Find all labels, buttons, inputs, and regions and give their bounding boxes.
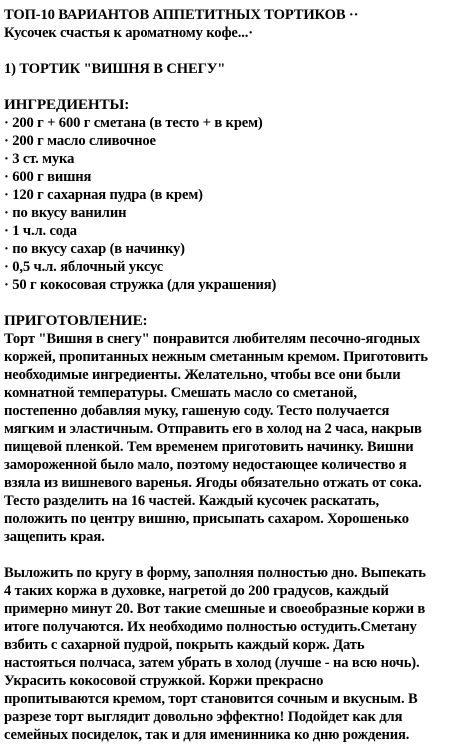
spacer <box>4 546 470 564</box>
text-line: комнатной температуры. Смешать масло со сметаной, <box>4 385 357 401</box>
text-line: коржей, пропитанных нежным сметанным кремом. Приготовить <box>4 349 428 365</box>
text-line: необходимые ингредиенты. Желательно, чтобы все они были <box>4 367 401 383</box>
text-line: примерно минут 20. Вот такие смешные и своеобразные коржи в <box>4 601 426 617</box>
text-line: Украсить кокосовой стружкой. Коржи прекрасно <box>4 673 324 689</box>
ingredient-item: · 120 г сахарная пудра (в крем) <box>4 187 203 203</box>
text-line: положить по центру вишню, присыпать сахаром. Хорошенько <box>4 511 409 527</box>
text-line: мягким и эластичным. Отправить его в холод на 2 часа, накрыв <box>4 421 422 437</box>
text-line: взяла из вишневого варенья. Ягоды обязательно отжать от сока. <box>4 475 422 491</box>
text-line: Выложить по кругу в форму, заполняя полностью дно. Выпекать <box>4 565 426 581</box>
text-line: постепенно добавляя муку, гашеную соду. Тесто получается <box>4 403 390 419</box>
preparation-paragraph-1 <box>4 330 470 546</box>
text-line: Торт "Вишня в снегу" понравится любителям песочно-ягодных <box>4 331 420 347</box>
preparation-heading: ПРИГОТОВЛЕНИЕ: <box>4 312 148 329</box>
text-line: пищевой пленкой. Тем временем приготовить начинку. Вишни <box>4 439 414 455</box>
ingredient-item: · 50 г кокосовая стружка (для украшения) <box>4 277 277 293</box>
ingredient-item: · 200 г масло сливочное <box>4 133 156 149</box>
text-line: семейных посиделок, так и для именинника ко дню рождения. <box>4 727 410 743</box>
post-title: ТОП-10 ВАРИАНТОВ АППЕТИТНЫХ ТОРТИКОВ ·· <box>4 7 359 23</box>
ingredient-item: · 0,5 ч.л. яблочный уксус <box>4 259 163 275</box>
text-line: взбить с сахарной пудрой, покрыть каждый корж. Дать <box>4 637 365 653</box>
preparation-paragraph-2 <box>4 564 470 744</box>
ingredient-item: · 3 ст. мука <box>4 151 75 167</box>
text-line: настояться полчаса, затем убрать в холод (лучше - на всю ночь). <box>4 655 420 671</box>
spacer <box>4 294 470 312</box>
text-line: 4 таких коржа в духовке, нагретой до 200 градусов, каждый <box>4 583 389 599</box>
text-line: разрезе торт выглядит довольно эффектно! Подойдет как для <box>4 709 403 725</box>
ingredient-item: · 600 г вишня <box>4 169 92 185</box>
ingredients-list <box>4 114 470 294</box>
ingredients-heading: ИНГРЕДИЕНТЫ: <box>4 96 130 113</box>
text-line: замороженной было мало, поэтому недостающее количество я <box>4 457 407 473</box>
recipe-name: 1) ТОРТИК "ВИШНЯ В СНЕГУ" <box>4 61 226 77</box>
ingredient-item: · 1 ч.л. сода <box>4 223 77 239</box>
spacer <box>4 42 470 60</box>
spacer <box>4 78 470 96</box>
text-line: защепить края. <box>4 529 105 545</box>
ingredient-item: · 200 г + 600 г сметана (в тесто + в крем) <box>4 115 263 131</box>
ingredient-item: · по вкусу сахар (в начинку) <box>4 241 185 257</box>
text-line: Тесто разделить на 16 частей. Каждый кусочек раскатать, <box>4 493 380 509</box>
post-subtitle: Кусочек счастья к ароматному кофе...· <box>4 25 253 41</box>
ingredient-item: · по вкусу ванилин <box>4 205 127 221</box>
text-line: итоге получаются. Их необходимо полностью остудить.Сметану <box>4 619 417 635</box>
text-line: пропитываются кремом, торт становится сочным и вкусным. В <box>4 691 418 707</box>
